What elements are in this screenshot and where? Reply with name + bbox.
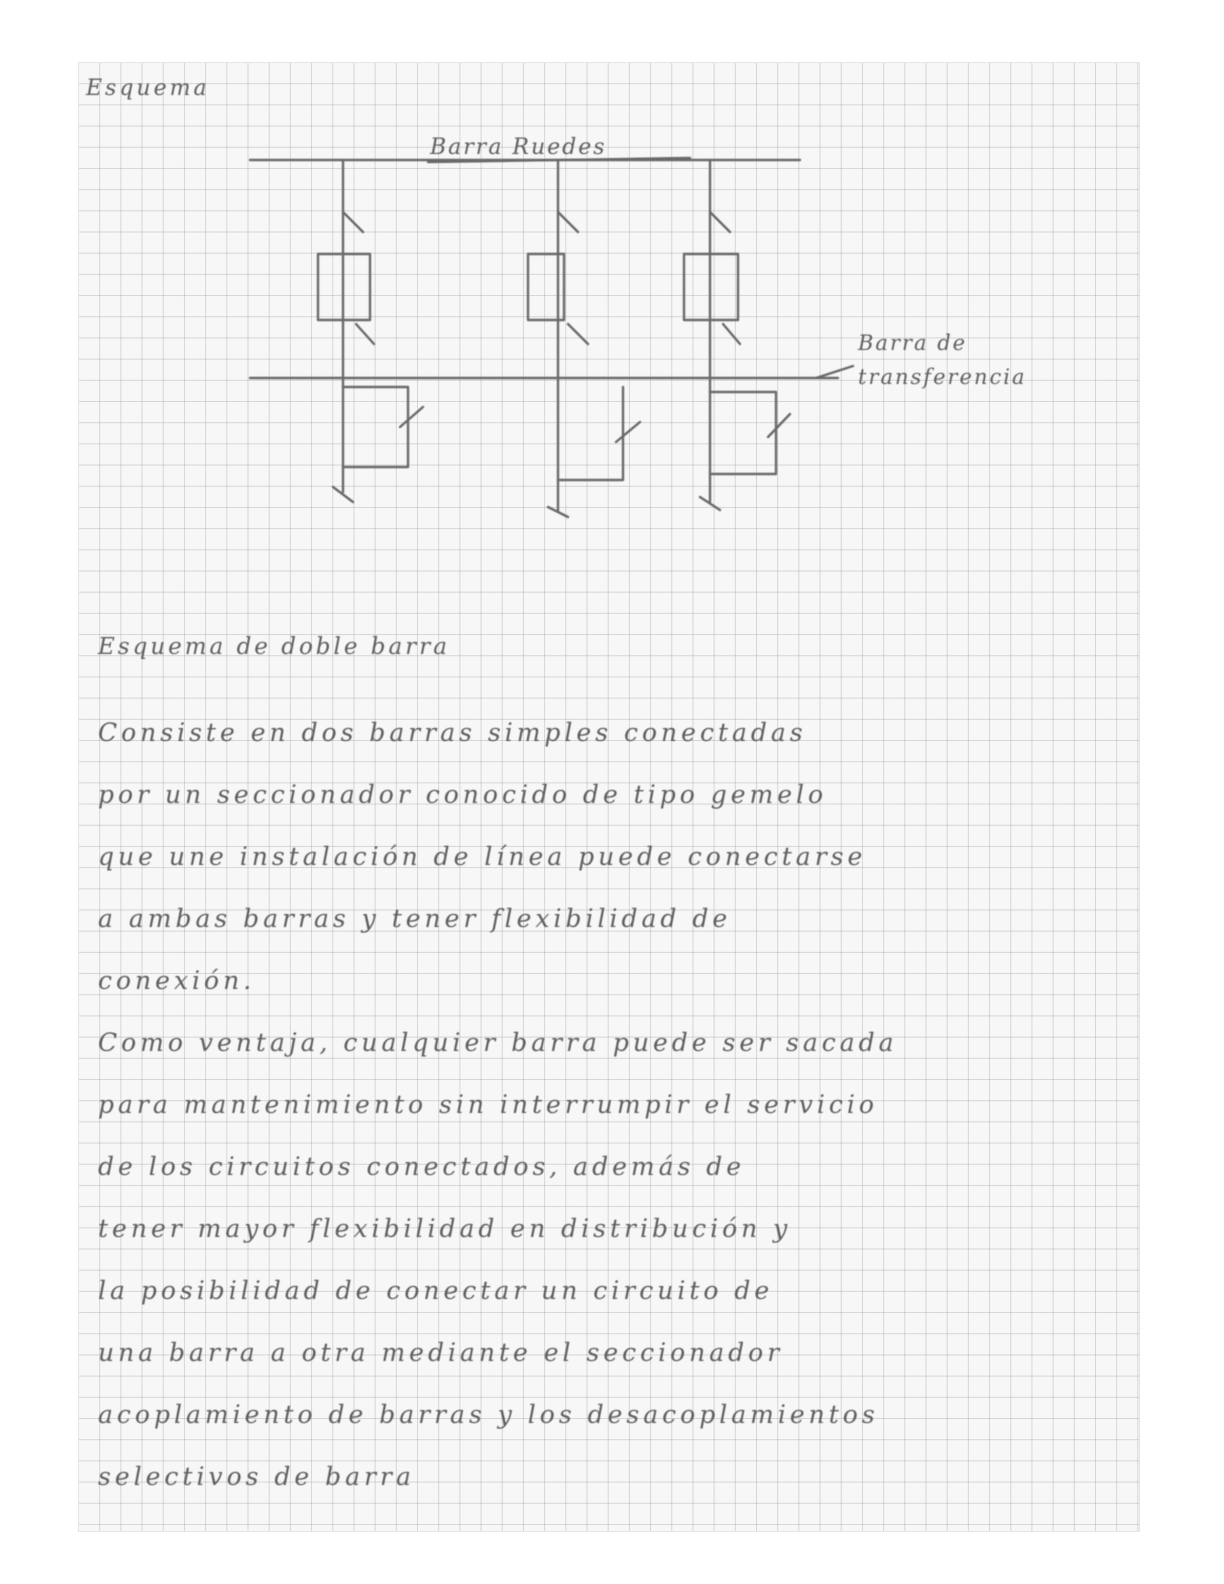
paragraph-line: de los circuitos conectados, además de bbox=[98, 1152, 746, 1181]
bay-1 bbox=[318, 160, 423, 502]
paragraph-line: que une instalación de línea puede conectarse bbox=[98, 842, 867, 871]
transfer-bus-label-line2: transferencia bbox=[858, 365, 1027, 389]
subheading: Esquema de doble barra bbox=[98, 634, 450, 660]
top-bus-label: Barra Ruedes bbox=[430, 135, 607, 160]
paragraph-line: selectivos de barra bbox=[98, 1462, 415, 1491]
paragraph-line: conexión. bbox=[98, 966, 256, 995]
bay-3 bbox=[684, 160, 790, 510]
paragraph-line: a ambas barras y tener flexibilidad de bbox=[98, 904, 732, 933]
paragraph-line: para mantenimiento sin interrumpir el servicio bbox=[98, 1090, 878, 1119]
paragraph-line: Como ventaja, cualquier barra puede ser sacada bbox=[98, 1028, 898, 1057]
paragraph-line: tener mayor flexibilidad en distribución y bbox=[98, 1214, 792, 1243]
transfer-bus-label-line1: Barra de bbox=[858, 331, 968, 355]
grid-paper-sheet bbox=[78, 62, 1140, 1532]
double-bus-diagram bbox=[78, 62, 1140, 532]
paragraph-line: por un seccionador conocido de tipo gemelo bbox=[98, 780, 828, 809]
paragraph-line: una barra a otra mediante el seccionador bbox=[98, 1338, 784, 1367]
paragraph-line: la posibilidad de conectar un circuito de bbox=[98, 1276, 774, 1305]
paragraph-line: Consiste en dos barras simples conectadas bbox=[98, 718, 807, 747]
transfer-bus-arrow bbox=[816, 366, 853, 378]
section-title: Esquema bbox=[86, 76, 210, 101]
bay-2 bbox=[528, 160, 640, 517]
paragraph-line: acoplamiento de barras y los desacoplamientos bbox=[98, 1400, 879, 1429]
